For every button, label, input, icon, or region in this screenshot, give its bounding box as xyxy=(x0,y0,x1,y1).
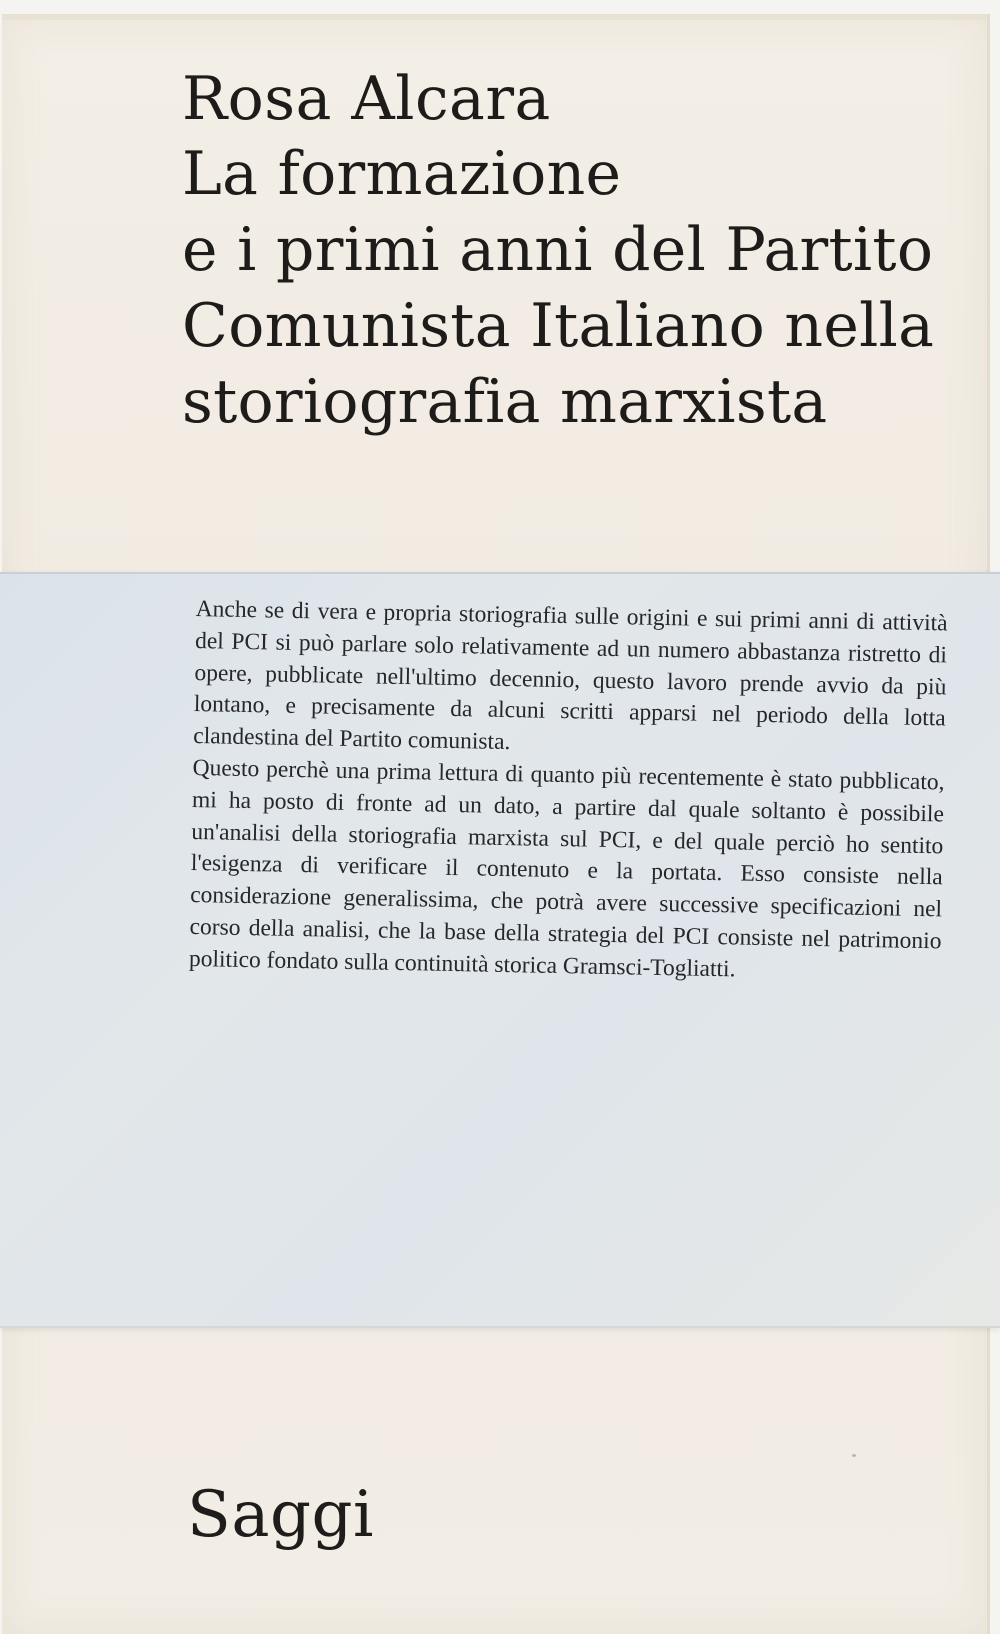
title-line-2: e i primi anni del Partito xyxy=(182,215,934,285)
title-line-4: storiografia marxista xyxy=(182,367,828,437)
title-block xyxy=(182,62,962,440)
blurb-band xyxy=(0,572,1000,1328)
paper-speck xyxy=(852,1454,856,1457)
cover-top-edge xyxy=(2,14,987,20)
blurb-paragraph-1: Anche se di vera e propria storiografia sulle origini e sui primi anni di attività del PCI si può parlare solo relativamente ad un numero abbastanza ristretto di opere, pubblicate nell'ultimo decennio, questo lavoro prende avvio da più lontano, e precisamente da alcuni scritti apparsi nel periodo della lotta clandestina del Partito comunista. xyxy=(193,595,948,756)
title-line-1: La formazione xyxy=(182,139,622,209)
series-label: Saggi xyxy=(187,1478,374,1552)
author-name: Rosa Alcara xyxy=(182,64,551,134)
blurb-paragraph-2: Questo perchè una prima lettura di quanto più recentemente è stato pubblicato, mi ha posto di fronte ad un dato, a partire dal quale soltanto è possibile un'analisi della storiografia marxista sul PCI, e del quale perciò ho sentito l'esigenza di verificare il contenuto e la portata. Esso consiste nella considerazione generalissima, che potrà avere successive specificazioni nel corso della analisi, che la base della strategia del PCI consiste nel patrimonio politico fondato sulla continuità storica Gramsci-Togliatti. xyxy=(188,754,945,983)
title-line-3: Comunista Italiano nella xyxy=(182,291,935,361)
blurb-text xyxy=(189,594,948,990)
